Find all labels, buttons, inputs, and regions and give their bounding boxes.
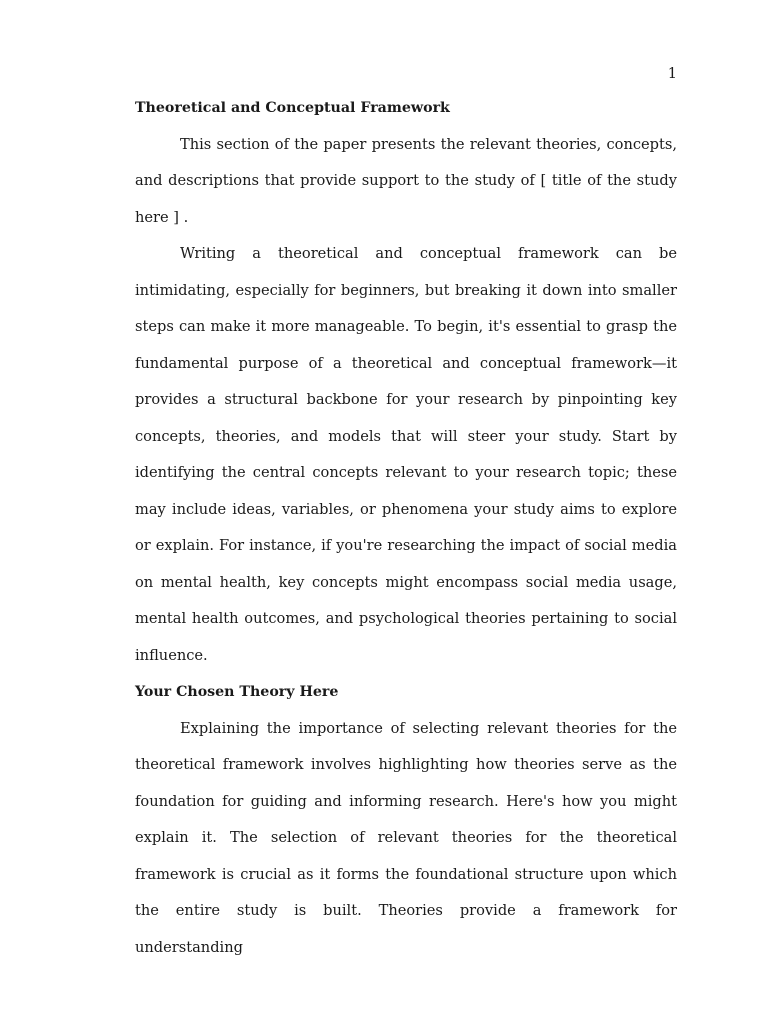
paragraph: Writing a theoretical and conceptual framework can be intimidating, especially for beginners, but breaking it down into smaller steps can make it more manageable. To begin, it's essential to grasp the fundamental purpose of a theoretical and conceptual framework—it provides a structural backbone for your research by pinpointing key concepts, theories, and models that will steer your study. Start by identifying the central concepts relevant to your research topic; these may include ideas, variables, or phenomena your study aims to explore or explain. For instance, if you're researching the impact of social media on mental health, key concepts might encompass social media usage, mental health outcomes, and psychological theories pertaining to social influence. (135, 245, 677, 664)
section-heading: Theoretical and Conceptual Framework (135, 100, 450, 116)
paragraph: Explaining the importance of selecting relevant theories for the theoretical framework involves highlighting how theories serve as the foundation for guiding and informing research. Here's how you might explain it. The selection of relevant theories for the theoretical framework is crucial as it forms the foundational structure upon which the entire study is built. Theories provide a framework for understanding (135, 719, 677, 956)
section-chosen-theory (135, 674, 677, 966)
paragraph: This section of the paper presents the relevant theories, concepts, and descriptions that provide support to the study of [ title of the study here ] . (135, 135, 677, 226)
page-number: 1 (667, 66, 677, 82)
section-theoretical-framework (135, 90, 677, 674)
document-body (135, 90, 677, 966)
section-heading: Your Chosen Theory Here (135, 684, 339, 700)
